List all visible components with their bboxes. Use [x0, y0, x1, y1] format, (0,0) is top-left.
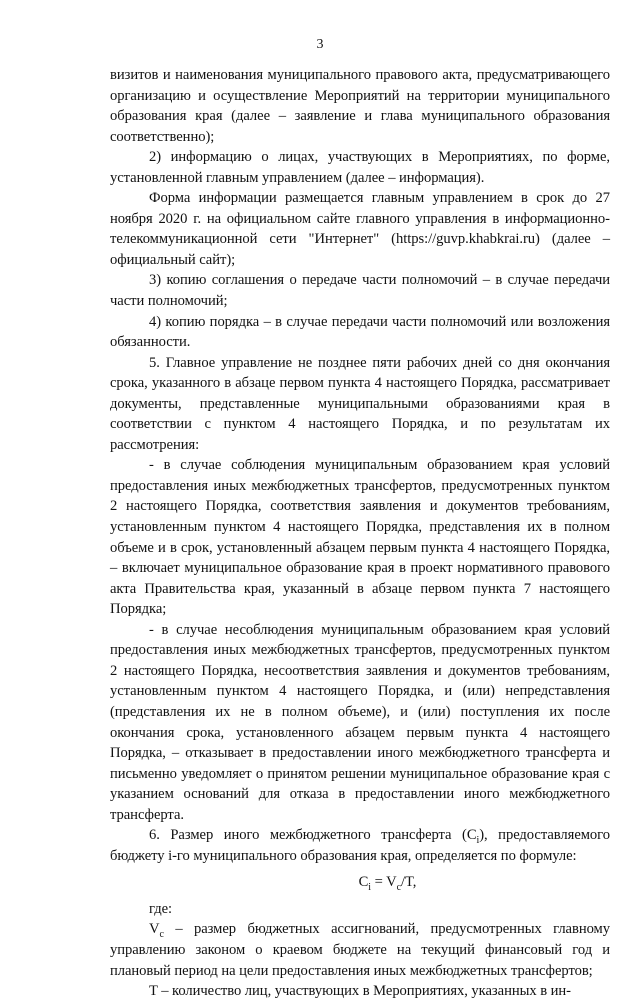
- formula-vc-subscript: c: [396, 882, 402, 894]
- page-number: 3: [316, 37, 324, 52]
- clause-6-text-end: ), предоставляемого бюджету i-го муниципального образования края, определяется по формуле:: [110, 827, 610, 864]
- clause-6-subscript: i: [476, 835, 480, 847]
- where-label: где:: [149, 900, 173, 917]
- clause-6-text-start: 6. Размер иного межбюджетного трансферта (C: [149, 827, 477, 844]
- paragraph-noncompliance-case: - в случае несоблюдения муниципальным образованием края условий предоставления иных межбюджетных трансфертов, предусмотренных пунктом 2 настоящего Порядка, несоответствия заявления и документов требованиям, установленным пунктом 4 настоящего Порядка, и (или) непредставления (представления их не в полном объеме), и (или) поступления их после окончания срока, установленного абзацем первым пункта 4 настоящего Порядка, – отказывает в предоставлении иного межбюджетного трансферта и письменно уведомляет о принятом решении муниципальное образование края с указанием оснований для отказа в предоставлении иного межбюджетного трансферта.: [110, 621, 610, 823]
- paragraph-item-2: 2) информацию о лицах, участвующих в Мероприятиях, по форме, установленной главным управлением (далее – информация).: [110, 149, 610, 186]
- formula-vc: = V: [371, 874, 397, 891]
- paragraph-clause-5: 5. Главное управление не позднее пяти рабочих дней со дня окончания срока, указанного в абзаце первом пункта 4 настоящего Порядка, рассматривает документы, представленные муниципальными образованиями края в соответствии с пунктом 4 настоящего Порядка, и по результатам их рассмотрения:: [110, 354, 610, 453]
- formula-divisor: /T,: [401, 874, 417, 891]
- vc-definition-text: – размер бюджетных ассигнований, предусмотренных главному управлению законом о краевом бюджете на текущий финансовый год и плановый период на цели предоставления иных межбюджетных трансфертов;: [110, 921, 610, 979]
- paragraph-item-3: 3) копию соглашения о передаче части полномочий – в случае передачи части полномочий;: [110, 272, 610, 310]
- paragraph-t-definition: T – количество лиц, участвующих в Мероприятиях, указанных в ин-: [149, 983, 571, 1000]
- paragraph-compliance-case: - в случае соблюдения муниципальным образованием края условий предоставления иных межбюджетных трансфертов, предусмотренных пунктом 2 настоящего Порядка, соответствия заявления и документов требованиям, установленным пунктом 4 настоящего Порядка, представления их в полном объеме и в срок, установленный абзацем первым пункта 4 настоящего Порядка, – включает муниципальное образование края в проект нормативного правового акта Правительства края, указанный в абзаце первом пункта 7 настоящего Порядка;: [110, 457, 610, 618]
- paragraph-information-form: Форма информации размещается главным управлением в срок до 27 ноября 2020 г. на официальном сайте главного управления в информационно-телекоммуникационной сети "Интернет" (https://guvp.khabkrai.ru) (далее – официальный сайт);: [110, 190, 610, 268]
- vc-symbol: V: [149, 921, 160, 938]
- formula-ci: C: [358, 874, 369, 891]
- paragraph-continuation: визитов и наименования муниципального правового акта, предусматривающего организацию и осуществление Мероприятий на территории муниципального образования края (далее – заявление и глава муниципального образования соответственно);: [110, 67, 610, 145]
- vc-symbol-subscript: c: [159, 929, 164, 941]
- formula-ci-subscript: i: [368, 882, 372, 894]
- paragraph-clause-6: [110, 825, 610, 866]
- formula: [110, 866, 610, 899]
- paragraph-vc-definition: [110, 919, 610, 981]
- paragraph-item-4: 4) копию порядка – в случае передачи части полномочий или возложения обязанности.: [110, 313, 610, 351]
- document-body: [110, 65, 610, 1002]
